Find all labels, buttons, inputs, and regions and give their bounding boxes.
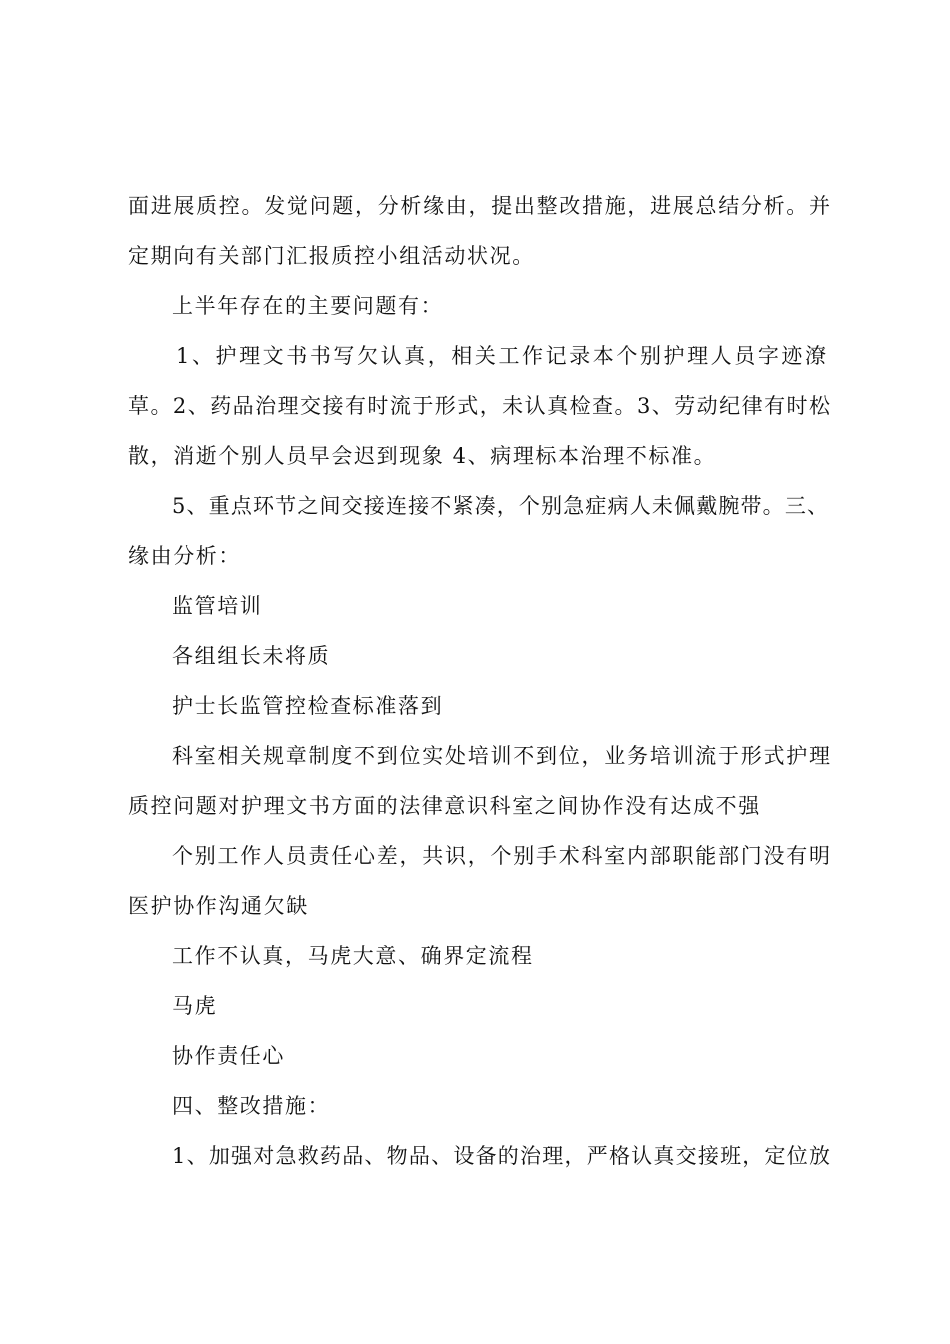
- paragraph-line: 医护协作沟通欠缺: [128, 894, 309, 918]
- paragraph-line: 散，消逝个别人员早会迟到现象 4、病理标本治理不标准。: [128, 444, 717, 468]
- paragraph-line: 协作责任心: [172, 1044, 285, 1068]
- paragraph-line: 马虎: [172, 994, 218, 1018]
- paragraph-line: 缘由分析：: [128, 544, 241, 568]
- paragraph-line: 草。2、药品治理交接有时流于形式，未认真检查。3、劳动纪律有时松: [128, 394, 830, 418]
- paragraph-line: 工作不认真，马虎大意、确界定流程: [172, 944, 534, 968]
- paragraph-line: 各组组长未将质: [172, 644, 331, 668]
- paragraph-line: 护士长监管控检查标准落到: [172, 694, 444, 718]
- paragraph-line: 监管培训: [172, 594, 263, 618]
- paragraph-line: 上半年存在的主要问题有：: [172, 294, 444, 318]
- paragraph-line: 定期向有关部门汇报质控小组活动状况。: [128, 244, 535, 268]
- paragraph-line: 5、重点环节之间交接连接不紧凑，个别急症病人未佩戴腕带。三、: [172, 494, 828, 518]
- paragraph-line: 质控问题对护理文书方面的法律意识科室之间协作没有达成不强: [128, 794, 761, 818]
- paragraph-line: 科室相关规章制度不到位实处培训不到位，业务培训流于形式护理: [172, 744, 830, 768]
- section-heading: 四、整改措施：: [172, 1094, 331, 1118]
- paragraph-line: 1、加强对急救药品、物品、设备的治理，严格认真交接班，定位放: [172, 1144, 830, 1168]
- paragraph-line: 个别工作人员责任心差，共识，个别手术科室内部职能部门没有明: [172, 844, 830, 868]
- paragraph-line: 面进展质控。发觉问题，分析缘由，提出整改措施，进展总结分析。并: [128, 194, 830, 218]
- paragraph-line: 1、护理文书书写欠认真，相关工作记录本个别护理人员字迹潦: [176, 344, 826, 368]
